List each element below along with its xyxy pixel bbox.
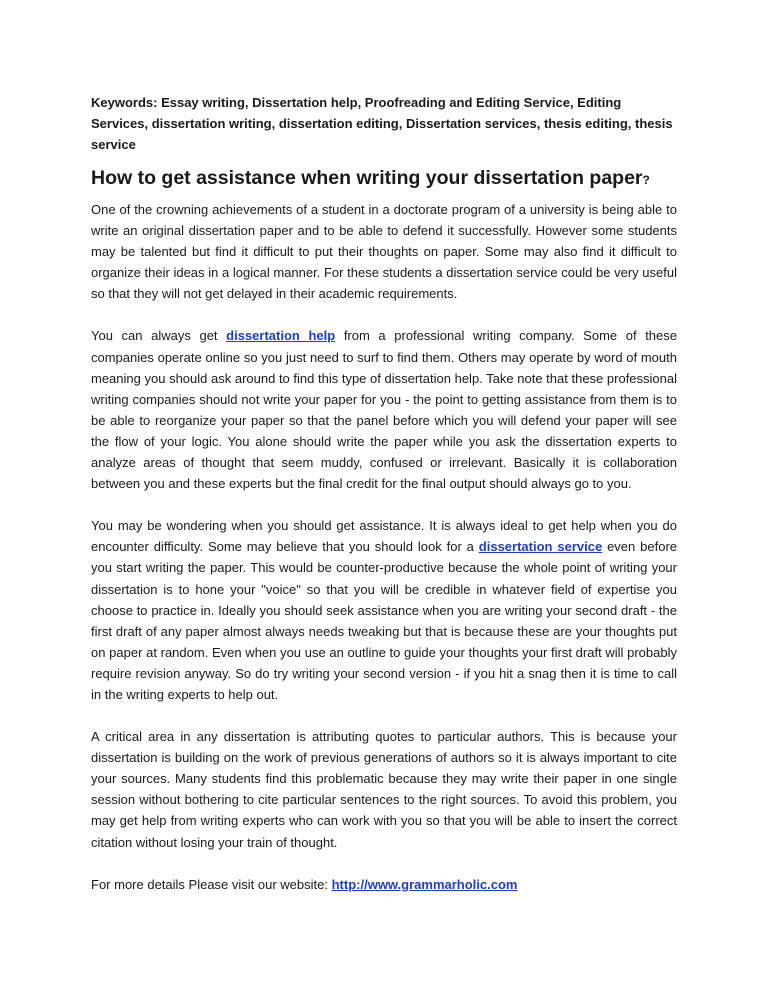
title-text: How to get assistance when writing your dissertation paper: [91, 167, 643, 189]
page-title: [91, 165, 677, 193]
paragraph-1: One of the crowning achievements of a student in a doctorate program of a university is being able to write an original dissertation paper and to be able to defend it successfully. However some students may be talented but find it difficult to put their thoughts on paper. Some may also find it difficult to organize their ideas in a logical manner. For these students a dissertation service could be very useful so that they will not get delayed in their academic requirements.: [91, 202, 677, 302]
footer-text: For more details Please visit our website:: [91, 876, 332, 892]
dissertation-service-link[interactable]: dissertation service: [478, 539, 603, 555]
paragraph-4: A critical area in any dissertation is attributing quotes to particular authors. This is because your dissertation is building on the work of previous generations of authors so it is always important to cite your sources. Many students find this problematic because they may write their paper in one single session without bothering to cite particular sentences to the right sources. To avoid this problem, you may get help from writing experts who can work with you so that you will be able to insert the correct citation without losing your train of thought.: [91, 729, 677, 850]
paragraph-2-text-before: You can always get: [91, 328, 227, 344]
paragraph-3-text-before: You may be wondering when you should get assistance. It is always ideal to get help when you do encounter difficulty. Some may believe that you should look for a: [91, 518, 677, 555]
dissertation-help-link[interactable]: dissertation help: [226, 328, 336, 344]
footer-line: [91, 874, 677, 895]
document-page: [91, 92, 677, 895]
paragraph-2-text-after: from a professional writing company. Some of these companies operate online so you just need to surf to find them. Others may operate by word of mouth meaning you should ask around to find this type of dissertation help. Take note that these professional writing companies should not write your paper for you - the point to getting assistance from them is to be able to reorganize your paper so that the panel before which you will defend your paper will see the flow of your logic. You alone should write the paper while you ask the dissertation experts to analyze areas of thought that seem muddy, confused or irrelevant. Basically it is collaboration between you and these experts but the final credit for the final output should always go to you.: [91, 328, 677, 492]
paragraph-2: [91, 325, 677, 494]
title-question-mark: ?: [642, 173, 650, 187]
paragraph-3-text-after: even before you start writing the paper. This would be counter-productive because the whole point of writing your dissertation is to hone your "voice" so that you will be credible in whatever field of expertise you choose to practice in. Ideally you should seek assistance when you are writing your second draft - the first draft of any paper almost always needs tweaking but that is because these are your thoughts put on paper at random. Even when you use an outline to guide your thoughts your first draft will probably require revision anyway. So do try writing your second version - if you hit a snag then it is time to call in the writing experts to help out.: [91, 539, 677, 702]
website-link[interactable]: http://www.grammarholic.com: [331, 876, 518, 892]
keywords-line: Keywords: Essay writing, Dissertation help, Proofreading and Editing Service, Editing Services, dissertation writing, dissertation editing, Dissertation services, thesis editing, thesis service: [91, 95, 673, 152]
paragraph-3: [91, 515, 677, 705]
